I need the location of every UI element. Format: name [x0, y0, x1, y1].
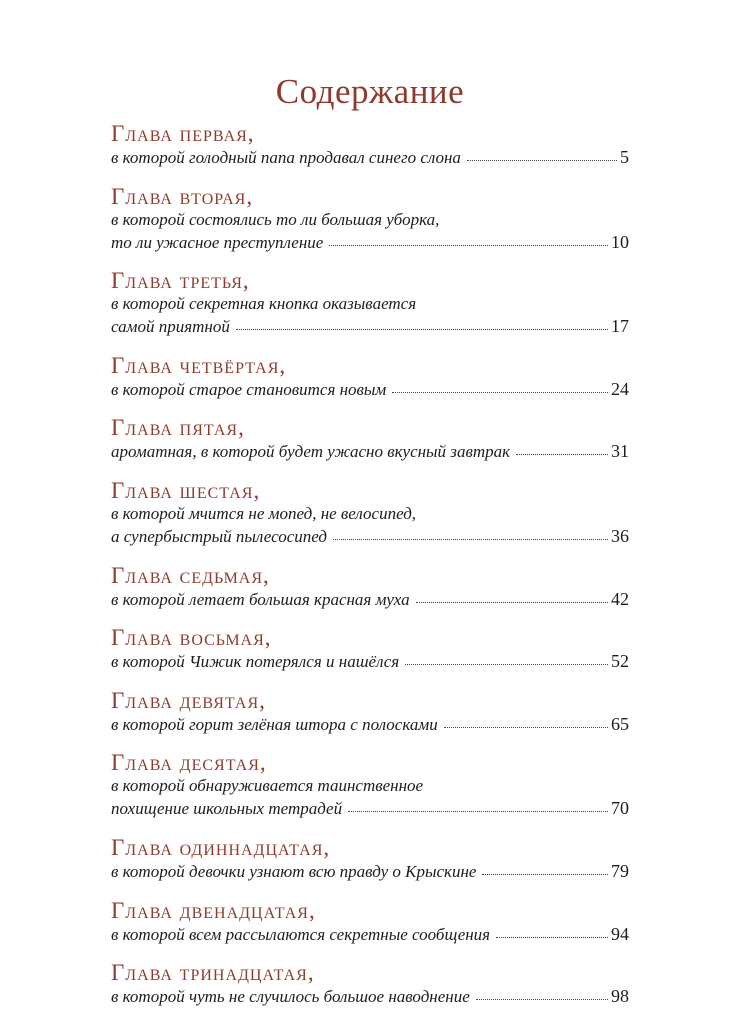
dot-leader: [236, 329, 608, 330]
dot-leader: [496, 937, 608, 938]
toc-entry[interactable]: [111, 961, 629, 1008]
chapter-description-line: в которой обнаруживается таинственное: [111, 776, 424, 796]
toc-entry[interactable]: [111, 416, 629, 463]
chapter-heading: Глава вторая,: [111, 183, 254, 209]
chapter-description-row: [111, 713, 629, 736]
page-title: Содержание: [275, 72, 465, 111]
chapter-description-line: в которой чуть не случилось большое наводнение: [111, 987, 470, 1007]
dot-leader: [333, 539, 608, 540]
chapter-description-row: [111, 146, 629, 169]
chapter-heading: Глава десятая,: [111, 750, 267, 776]
chapter-heading: Глава четвёртая,: [111, 352, 287, 378]
chapter-description-row: [111, 378, 629, 401]
chapter-description-line: в которой девочки узнают всю правду о Крыскине: [111, 861, 477, 881]
chapter-description-row: [111, 588, 629, 611]
chapter-heading: Глава девятая,: [111, 687, 266, 713]
chapter-description-line: а супербыстрый пылесосипед: [111, 526, 327, 546]
dot-leader: [516, 454, 608, 455]
chapter-description-row: [111, 315, 629, 338]
page-number: 31: [611, 441, 629, 462]
chapter-heading: Глава шестая,: [111, 477, 261, 503]
toc-entry[interactable]: [111, 899, 629, 946]
chapter-description-row: [111, 650, 629, 673]
toc-entry[interactable]: [111, 354, 629, 401]
page-number: 42: [611, 588, 629, 609]
dot-leader: [416, 602, 608, 603]
page-number: 98: [611, 986, 629, 1007]
chapter-description-line: в которой мчится не мопед, не велосипед,: [111, 503, 417, 523]
chapter-heading: Глава восьмая,: [111, 625, 272, 651]
chapter-description-row: [111, 923, 629, 946]
dot-leader: [405, 664, 608, 665]
chapter-heading: Глава седьмая,: [111, 562, 270, 588]
table-of-contents: [111, 122, 629, 1024]
chapter-heading: Глава первая,: [111, 121, 255, 146]
dot-leader: [329, 245, 608, 246]
chapter-description-line: в которой летает большая красная муха: [111, 589, 410, 609]
chapter-description-line: похищение школьных тетрадей: [111, 799, 343, 819]
page-number: 17: [611, 316, 629, 337]
chapter-heading: Глава пятая,: [111, 415, 245, 441]
page-number: 70: [611, 798, 629, 819]
chapter-description-line: в которой состоялись то ли большая уборка,: [111, 209, 440, 229]
toc-entry[interactable]: [111, 626, 629, 673]
chapter-description-line: в которой голодный папа продавал синего слона: [111, 148, 461, 167]
chapter-description-line: в которой старое становится новым: [111, 379, 387, 399]
chapter-description-row: [111, 860, 629, 883]
chapter-description-row: [111, 440, 629, 463]
chapter-description-row: [111, 231, 629, 254]
page-number: 24: [611, 378, 629, 399]
page-number: 94: [611, 923, 629, 944]
chapter-description-line: в которой секретная кнопка оказывается: [111, 294, 417, 314]
dot-leader: [392, 392, 608, 393]
chapter-description-line: ароматная, в которой будет ужасно вкусный завтрак: [111, 442, 511, 462]
chapter-heading: Глава двенадцатая,: [111, 897, 316, 923]
toc-entry[interactable]: [111, 122, 629, 169]
toc-entry[interactable]: [111, 689, 629, 736]
chapter-description-line: то ли ужасное преступление: [111, 232, 324, 252]
chapter-description-row: [111, 525, 629, 548]
chapter-description-line: в которой всем рассылаются секретные сообщения: [111, 924, 491, 944]
dot-leader: [444, 727, 608, 728]
toc-entry[interactable]: [111, 269, 629, 338]
page-number: 79: [611, 860, 629, 881]
toc-entry[interactable]: [111, 751, 629, 820]
dot-leader: [348, 811, 608, 812]
toc-entry[interactable]: [111, 564, 629, 611]
page-number: 5: [620, 147, 629, 167]
dot-leader: [467, 160, 617, 161]
page-number: 36: [611, 525, 629, 546]
toc-entry[interactable]: [111, 836, 629, 883]
chapter-description-line: в которой горит зелёная штора с полосками: [111, 714, 438, 734]
toc-entry[interactable]: [111, 185, 629, 254]
dot-leader: [482, 874, 608, 875]
chapter-description-row: [111, 985, 629, 1008]
chapter-description-line: в которой Чижик потерялся и нашёлся: [111, 652, 400, 672]
page-number: 10: [611, 231, 629, 252]
page-number: 65: [611, 713, 629, 734]
chapter-description-line: самой приятной: [111, 317, 230, 337]
chapter-description-row: [111, 797, 629, 820]
chapter-heading: Глава тринадцатая,: [111, 960, 315, 986]
page-number: 52: [611, 651, 629, 672]
chapter-heading: Глава третья,: [111, 268, 250, 294]
chapter-heading: Глава одиннадцатая,: [111, 834, 331, 860]
toc-entry[interactable]: [111, 479, 629, 548]
